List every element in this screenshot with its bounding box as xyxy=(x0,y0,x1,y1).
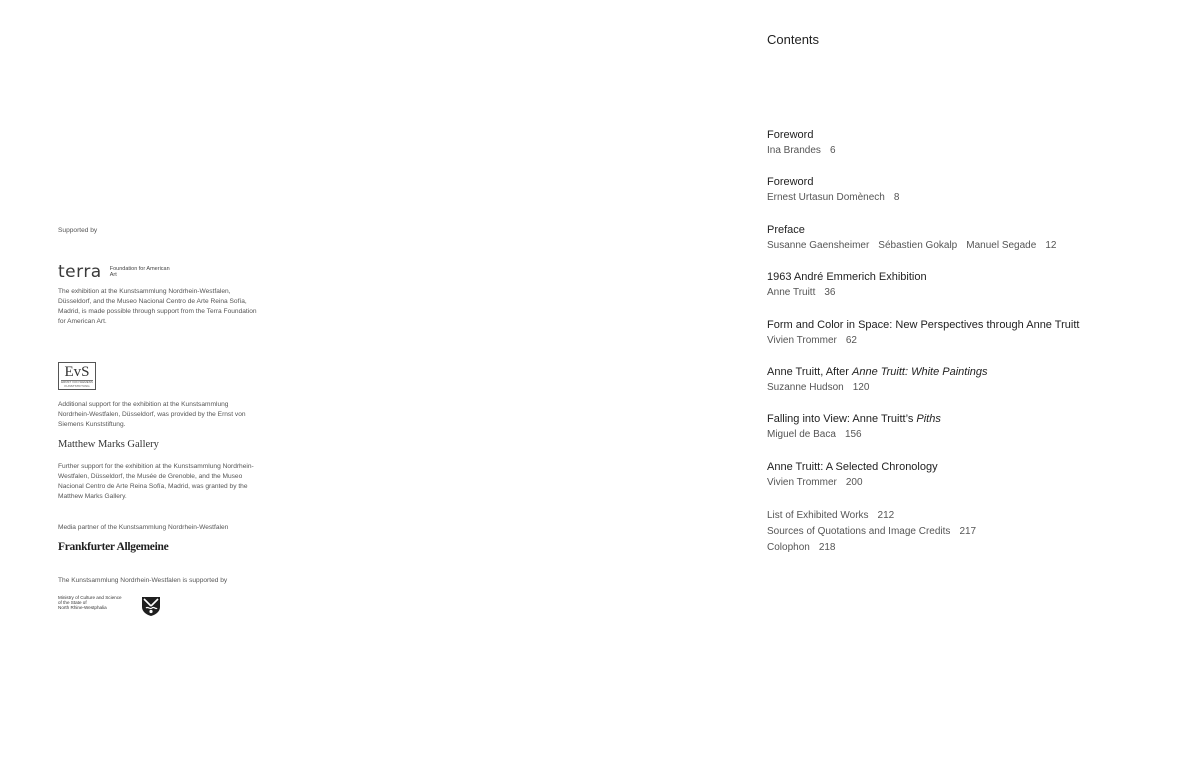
toc-page-number: 8 xyxy=(893,192,900,204)
back-matter-page: 218 xyxy=(818,542,836,553)
evs-support-text: Additional support for the exhibition at the Kunstsammlung Nordrhein-Westfalen, Düsseldorf, was provided by the Ernst von Siemens Kunststiftung. xyxy=(58,401,246,428)
toc-title-text: Anne Truitt, After xyxy=(767,365,852,378)
toc-author: Anne Truitt xyxy=(767,287,816,299)
toc-page-number: 62 xyxy=(845,334,857,346)
toc-entry-title: Preface xyxy=(767,223,805,236)
terra-logo-word: terra xyxy=(58,262,102,282)
toc-page-number: 6 xyxy=(829,145,836,156)
matthew-marks-gallery-logo: Matthew Marks Gallery xyxy=(58,439,159,450)
toc-entry-title: 1963 André Emmerich Exhibition xyxy=(767,271,927,284)
toc-entry-title xyxy=(767,365,1187,379)
toc-entry-byline xyxy=(767,191,1187,205)
mmg-support-text: Further support for the exhibition at the Kunstsammlung Nordrhein-Westfalen, Düsseldorf, the Musée de Grenoble, and the Museo Nacional Centro de Arte Reina Sofía, Madrid, was granted by the Matthew Marks Gallery. xyxy=(58,463,254,500)
toc-author: Ina Brandes xyxy=(767,145,821,156)
toc-title-italic: Piths xyxy=(916,413,941,426)
evs-logo-mark: EvS xyxy=(64,364,90,380)
toc-author: Ernest Urtasun Domènech xyxy=(767,192,885,204)
evs-logo-subtitle: ERNST VON SIEMENS KUNSTSTIFTUNG xyxy=(61,380,93,388)
ernst-von-siemens-logo xyxy=(58,362,96,390)
supported-by-label: Supported by xyxy=(58,227,98,234)
back-matter-page: 212 xyxy=(877,510,895,521)
nrw-coat-of-arms-icon xyxy=(140,595,162,617)
toc-page-number: 36 xyxy=(824,287,836,299)
toc-entry-byline xyxy=(767,381,1187,395)
toc-page-number: 200 xyxy=(845,476,863,488)
toc-entry-title: Anne Truitt: A Selected Chronology xyxy=(767,460,938,473)
toc-entry-byline xyxy=(767,239,1187,253)
back-matter-item[interactable] xyxy=(767,508,976,524)
table-of-contents xyxy=(767,128,1187,507)
toc-entry[interactable] xyxy=(767,128,1187,175)
back-matter-label: Colophon xyxy=(767,542,810,553)
toc-entry-byline xyxy=(767,476,1187,490)
toc-entry-byline xyxy=(767,428,1187,442)
media-partner-label: Media partner of the Kunstsammlung Nordrhein-Westfalen xyxy=(58,524,229,531)
toc-author: Manuel Segade xyxy=(966,239,1037,251)
contents-title: Contents xyxy=(767,32,820,47)
toc-entry-byline xyxy=(767,286,1187,300)
toc-entry[interactable] xyxy=(767,365,1187,412)
ministry-line: of the State of xyxy=(58,600,87,606)
toc-author: Miguel de Baca xyxy=(767,429,836,441)
toc-entry-byline xyxy=(767,144,1187,158)
ministry-line: North Rhine-Westphalia xyxy=(58,605,107,611)
toc-title-italic: Anne Truitt: White Paintings xyxy=(852,365,988,378)
toc-author: Susanne Gaensheimer xyxy=(767,239,870,251)
toc-entry-title: Form and Color in Space: New Perspectives through Anne Truitt xyxy=(767,318,1080,331)
faz-logo: Frankfurter Allgemeine xyxy=(58,541,169,553)
toc-author: Vivien Trommer xyxy=(767,334,837,346)
toc-entry-title: Foreword xyxy=(767,176,814,189)
toc-title-text: Falling into View: Anne Truitt’s xyxy=(767,413,917,426)
toc-entry[interactable] xyxy=(767,223,1187,270)
toc-entry[interactable] xyxy=(767,270,1187,317)
ministry-logo-text xyxy=(58,595,138,611)
toc-entry-title xyxy=(767,412,1187,426)
back-matter-item[interactable] xyxy=(767,524,976,540)
toc-entry[interactable] xyxy=(767,460,1187,507)
toc-page-number: 120 xyxy=(852,381,870,393)
toc-entry-title: Foreword xyxy=(767,129,814,141)
terra-logo-subtitle: Foundation for American Art xyxy=(109,265,170,278)
back-matter-label: List of Exhibited Works xyxy=(767,510,869,521)
ministry-line: Ministry of Culture and Science xyxy=(58,595,122,600)
right-page xyxy=(600,0,1200,758)
terra-foundation-logo xyxy=(58,262,170,282)
toc-author: Suzanne Hudson xyxy=(767,381,844,393)
toc-page-number: 12 xyxy=(1045,239,1057,251)
back-matter-label: Sources of Quotations and Image Credits xyxy=(767,526,951,537)
terra-support-text: The exhibition at the Kunstsammlung Nordrhein-Westfalen, Düsseldorf, and the Museo Nacional Centro de Arte Reina Sofía, Madrid, is made possible through support from the Terra Foundation for American Art. xyxy=(58,288,257,325)
back-matter-list xyxy=(767,508,976,556)
toc-author: Vivien Trommer xyxy=(767,476,837,488)
toc-entry[interactable] xyxy=(767,318,1187,365)
toc-page-number: 156 xyxy=(844,429,862,441)
toc-entry[interactable] xyxy=(767,412,1187,459)
toc-author: Sébastien Gokalp xyxy=(878,239,958,251)
toc-entry[interactable] xyxy=(767,175,1187,222)
back-matter-page: 217 xyxy=(959,526,977,537)
back-matter-item[interactable] xyxy=(767,540,976,556)
toc-entry-byline xyxy=(767,334,1187,348)
kunstsammlung-support-label: The Kunstsammlung Nordrhein-Westfalen is supported by xyxy=(58,577,228,584)
